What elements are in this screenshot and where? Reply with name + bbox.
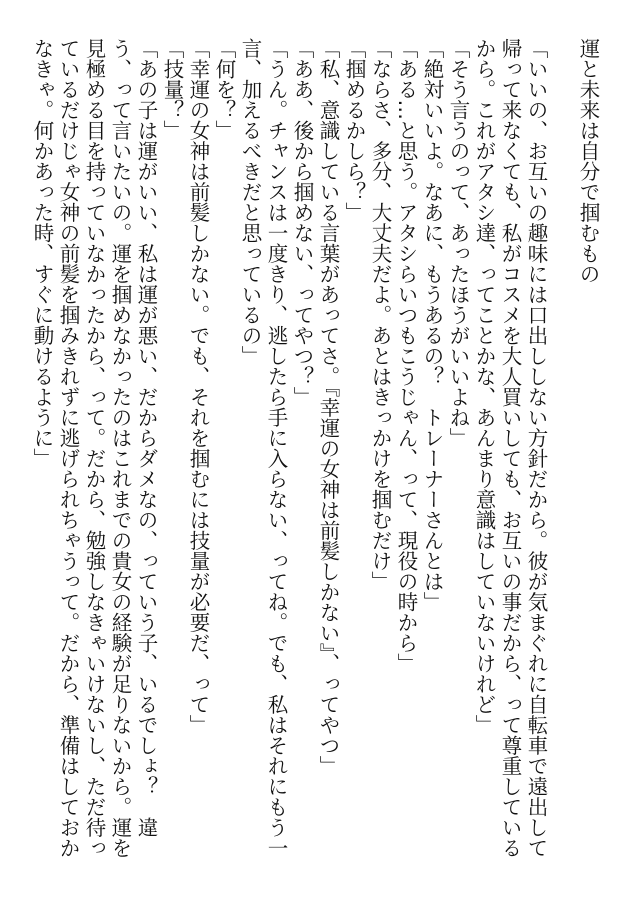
paragraph: 「ならさ、多分、大丈夫だよ。あとはきっかけを掴むだけ」 bbox=[368, 38, 392, 592]
paragraph: 「うん。チャンスは一度きり、逃したら手に入らない、ってね。でも、私はそれにもう一言、加えるべきだと思っているの」 bbox=[238, 38, 288, 858]
vertical-text-body bbox=[29, 38, 601, 878]
paragraph: 「絶対いいよ。なあに、もうあるの？ トレーナーさんとは」 bbox=[420, 38, 444, 612]
paragraph: 「いいの、お互いの趣味には口出ししない方針だから。彼が気まぐれに自転車で遠出して帰って来なくても、私がコスメを大人買いしても、お互いの事だから、って尊重しているから。これがアタシ達、ってことかな、あんまり意識はしていないけれど」 bbox=[472, 38, 548, 858]
paragraph: 「そう言うのって、あったほうがいいよね」 bbox=[446, 38, 470, 448]
paragraph: 「何を？」 bbox=[212, 38, 236, 141]
paragraph: 「掴めるかしら？」 bbox=[342, 38, 366, 223]
paragraph: 「技量？」 bbox=[160, 38, 184, 141]
paragraph: 「幸運の女神は前髪しかない。でも、それを掴むには技量が必要だ、って」 bbox=[186, 38, 210, 735]
paragraph: 「ある…と思う。アタシらいつもこうじゃん、って、現役の時から」 bbox=[394, 38, 418, 674]
paragraph: 「あの子は運がいい、私は運が悪い、だからダメなの、っていう子、いるでしょ？ 違う、って言いたいの。運を掴めなかったのはこれまでの貴女の経験が足りないから。運を見極める目を持っていなかったから、って。だから、勉強しなきゃいけないし、ただ待っているだけじゃ女神の前髪を掴みきれずに逃げられちゃうって。だから、準備はしておかなきゃ。何かあった時、すぐに動けるように」 bbox=[30, 38, 158, 858]
story-title: 運と未来は自分で掴むもの bbox=[576, 38, 600, 284]
paragraph: 「私、意識している言葉があってさ。『幸運の女神は前髪しかない』、ってやつ」 bbox=[316, 38, 340, 776]
paragraph: 「ああ、後から掴めない、ってやつ？」 bbox=[290, 38, 314, 407]
